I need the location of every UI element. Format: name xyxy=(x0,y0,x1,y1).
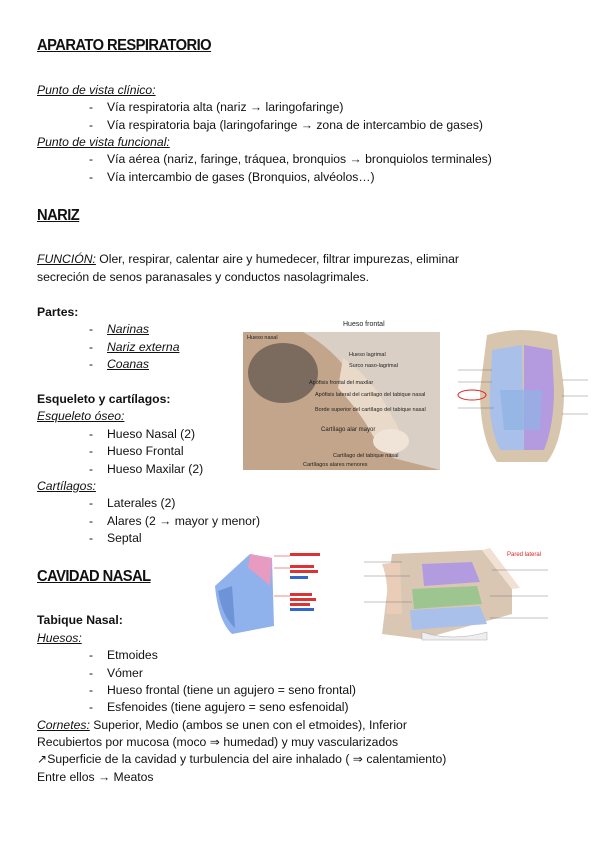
fig1-label: Surco naso-lagrimal xyxy=(349,363,398,369)
fig1-label: Hueso frontal xyxy=(343,321,385,328)
fig1-label: Cartílago del tabique nasal xyxy=(333,453,399,459)
list-item: - Hueso Maxilar (2) xyxy=(89,462,204,476)
superficie-line: ↗Superficie de la cavidad y turbulencia del aire inhalado ( ⇒ calentamiento) xyxy=(37,752,447,766)
tabique-heading: Tabique Nasal: xyxy=(37,613,123,627)
fig1-label: Borde superior del cartílago del tabique nasal xyxy=(315,407,426,413)
mucosa-line: Recubiertos por mucosa (moco ⇒ humedad) y muy vascularizados xyxy=(37,735,399,749)
cornetes-line: Cornetes: Superior, Medio (ambos se unen con el etmoides), Inferior xyxy=(37,718,407,732)
fig1-label: Apófisis lateral del cartílago del tabique nasal xyxy=(315,392,426,398)
list-item: - Hueso Nasal (2) xyxy=(89,427,196,441)
funcional-heading: Punto de vista funcional: xyxy=(37,135,170,149)
fig1-label: Cartílago alar mayor xyxy=(321,427,376,433)
funcion-line: FUNCIÓN: Oler, respirar, calentar aire y humedecer, filtrar impurezas, eliminar xyxy=(37,252,459,266)
list-item: - Vía intercambio de gases (Bronquios, alvéolos…) xyxy=(89,170,375,184)
list-item: - Narinas xyxy=(89,322,149,336)
list-item: - Hueso frontal (tiene un agujero = seno frontal) xyxy=(89,683,356,697)
fig1-label: Cartílagos alares menores xyxy=(303,462,368,468)
nasal-septum-figure xyxy=(210,546,335,638)
section-title-aparato: APARATO RESPIRATORIO xyxy=(37,37,212,54)
list-item: - Laterales (2) xyxy=(89,496,176,510)
skull-frontal-figure xyxy=(452,330,594,468)
list-item: - Coanas xyxy=(89,357,150,371)
esqueleto-heading: Esqueleto y cartílagos: xyxy=(37,392,171,406)
fig1-label: Apófisis frontal del maxilar xyxy=(309,380,374,386)
list-item: - Vía respiratoria alta (nariz → laringofaringe) xyxy=(89,100,344,114)
funcion-line-2: secreción de senos paranasales y conductos nasolagrimales. xyxy=(37,270,369,284)
list-item: - Vómer xyxy=(89,666,143,680)
fig4-title: Pared lateral xyxy=(507,552,542,558)
list-item: - Nariz externa xyxy=(89,340,180,354)
partes-heading: Partes: xyxy=(37,305,79,319)
clinico-heading: Punto de vista clínico: xyxy=(37,83,156,97)
section-title-nariz: NARIZ xyxy=(37,207,80,224)
nasal-skeleton-figure xyxy=(243,318,440,470)
meatos-line: Entre ellos → Meatos xyxy=(37,770,154,784)
section-title-cavidad: CAVIDAD NASAL xyxy=(37,568,151,585)
list-item: - Vía respiratoria baja (laringofaringe → zona de intercambio de gases) xyxy=(89,118,483,132)
fig1-label: Hueso lagrimal xyxy=(349,352,386,358)
list-item: - Septal xyxy=(89,531,142,545)
list-item: - Esfenoides (tiene agujero = seno esfenoidal) xyxy=(89,700,349,714)
list-item: - Vía aérea (nariz, faringe, tráquea, bronquios → bronquiolos terminales) xyxy=(89,152,492,166)
cartilagos-heading: Cartílagos: xyxy=(37,479,96,493)
lateral-wall-figure xyxy=(362,544,550,644)
list-item: - Alares (2 → mayor y menor) xyxy=(89,514,261,528)
list-item: - Etmoides xyxy=(89,648,158,662)
huesos-heading: Huesos: xyxy=(37,631,82,645)
fig1-label: Hueso nasal xyxy=(247,335,278,341)
oseo-heading: Esqueleto óseo: xyxy=(37,409,125,423)
list-item: - Hueso Frontal xyxy=(89,444,184,458)
